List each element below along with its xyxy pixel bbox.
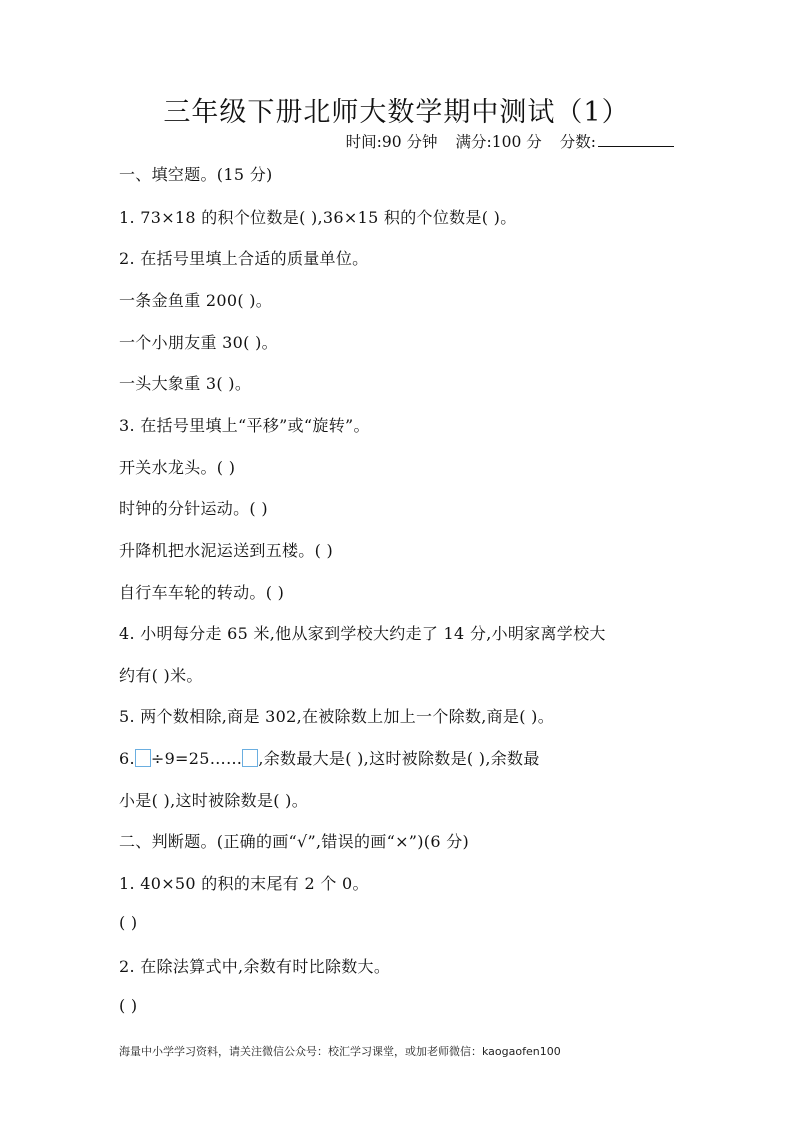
question-6-middle: ÷9=25…… [150, 749, 243, 768]
page-title: 三年级下册北师大数学期中测试（1） [163, 97, 630, 128]
question-2a: 一条金鱼重 200( )。 [119, 291, 273, 310]
question-2: 2. 在括号里填上合适的质量单位。 [119, 249, 369, 268]
dividend-box[interactable] [135, 749, 151, 767]
score-field [560, 130, 674, 152]
question-5: 5. 两个数相除,商是 302,在被除数上加上一个除数,商是( )。 [119, 707, 555, 726]
section-2-heading: 二、判断题。(正确的画“√”,错误的画“×”)(6 分) [119, 832, 470, 851]
full-score: 满分:100 分 [455, 133, 542, 151]
question-2c: 一头大象重 3( )。 [119, 374, 252, 393]
remainder-box[interactable] [242, 749, 258, 767]
section-1-heading: 一、填空题。(15 分) [119, 165, 273, 184]
question-3d: 自行车车轮的转动。( ) [119, 583, 285, 602]
score-label: 分数: [559, 133, 596, 151]
judge-answer-2: ( ) [119, 996, 138, 1015]
question-6-line-1 [119, 746, 540, 769]
question-6-number: 6. [119, 749, 135, 768]
question-3b: 时钟的分针运动。( ) [119, 499, 268, 518]
question-3c: 升降机把水泥运送到五楼。( ) [119, 541, 334, 560]
question-4-line-2: 约有( )米。 [119, 666, 203, 685]
question-2b: 一个小朋友重 30( )。 [119, 333, 278, 352]
exam-meta [346, 130, 674, 152]
judge-question-2: 2. 在除法算式中,余数有时比除数大。 [119, 957, 391, 976]
judge-answer-1: ( ) [119, 913, 138, 932]
time-limit: 时间:90 分钟 [345, 133, 438, 151]
question-6-line-2: 小是( ),这时被除数是( )。 [119, 791, 309, 810]
question-1: 1. 73×18 的积个位数是( ),36×15 积的个位数是( )。 [119, 208, 517, 227]
question-3: 3. 在括号里填上“平移”或“旋转”。 [119, 416, 370, 435]
judge-question-1: 1. 40×50 的积的末尾有 2 个 0。 [119, 874, 369, 893]
question-3a: 开关水龙头。( ) [119, 458, 236, 477]
score-blank[interactable] [598, 130, 674, 147]
question-6-suffix: ,余数最大是( ),这时被除数是( ),余数最 [258, 749, 540, 768]
question-4-line-1: 4. 小明每分走 65 米,他从家到学校大约走了 14 分,小明家离学校大 [119, 624, 606, 643]
page-footer: 海量中小学学习资料，请关注微信公众号：校汇学习课堂，或加老师微信：kaogaofen100 [119, 1045, 561, 1058]
